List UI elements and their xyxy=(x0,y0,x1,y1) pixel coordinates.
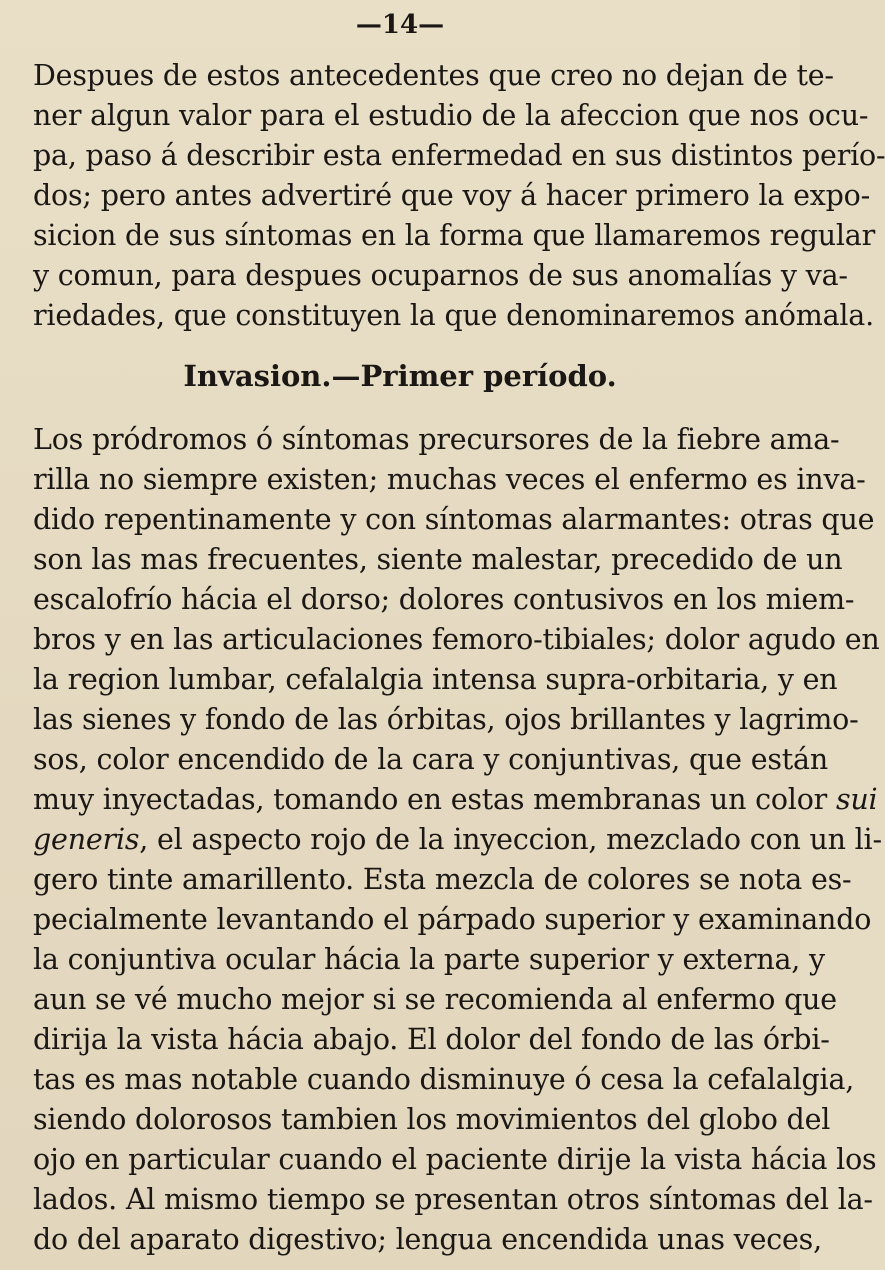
text-line: ner algun valor para el estudio de la afeccion que nos ocu- xyxy=(33,99,869,132)
text-line: dirija la vista hácia abajo. El dolor del fondo de las órbi- xyxy=(33,1023,830,1056)
italic-term-sui: sui xyxy=(835,783,878,816)
text-line: y comun, para despues ocuparnos de sus anomalías y va- xyxy=(33,259,848,292)
text-line: las sienes y fondo de las órbitas, ojos brillantes y lagrimo- xyxy=(33,703,859,736)
text-line: la region lumbar, cefalalgia intensa supra-orbitaria, y en xyxy=(33,663,838,696)
text-line: gero tinte amarillento. Esta mezcla de colores se nota es- xyxy=(33,863,852,896)
text-line: riedades, que constituyen la que denominaremos anómala. xyxy=(33,299,874,332)
text-line: tas es mas notable cuando disminuye ó cesa la cefalalgia, xyxy=(33,1063,855,1096)
page-number: —14— xyxy=(355,10,445,40)
text-line: pa, paso á describir esta enfermedad en sus distintos perío- xyxy=(33,139,885,172)
text-line: Los pródromos ó síntomas precursores de la fiebre ama- xyxy=(33,423,840,456)
text-line-with-italic xyxy=(33,780,878,820)
text-line: dos; pero antes advertiré que voy á hacer primero la expo- xyxy=(33,179,871,212)
text-line-part: , el aspecto rojo de la inyeccion, mezclado con un li- xyxy=(139,823,882,856)
section-heading: Invasion.—Primer período. xyxy=(183,359,617,393)
text-line: son las mas frecuentes, siente malestar, precedido de un xyxy=(33,543,843,576)
text-line: aun se vé mucho mejor si se recomienda al enfermo que xyxy=(33,983,837,1016)
text-line: rilla no siempre existen; muchas veces el enfermo es inva- xyxy=(33,463,866,496)
text-line: pecialmente levantando el párpado superior y examinando xyxy=(33,903,872,936)
text-line: siendo dolorosos tambien los movimientos del globo del xyxy=(33,1103,831,1136)
text-line: bros y en las articulaciones femoro-tibiales; dolor agudo en xyxy=(33,623,880,656)
text-line: sos, color encendido de la cara y conjuntivas, que están xyxy=(33,743,828,776)
text-line-with-italic xyxy=(33,820,882,860)
text-line: dido repentinamente y con síntomas alarmantes: otras que xyxy=(33,503,875,536)
text-line: escalofrío hácia el dorso; dolores contusivos en los miem- xyxy=(33,583,855,616)
text-line: ojo en particular cuando el paciente dirije la vista hácia los xyxy=(33,1143,877,1176)
text-line: Despues de estos antecedentes que creo no dejan de te- xyxy=(33,59,834,92)
text-line: la conjuntiva ocular hácia la parte superior y externa, y xyxy=(33,943,825,976)
text-line: sicion de sus síntomas en la forma que llamaremos regular xyxy=(33,219,876,252)
italic-term-generis: generis xyxy=(33,823,140,856)
text-line-part: muy inyectadas, tomando en estas membranas un color xyxy=(33,783,828,816)
text-line: do del aparato digestivo; lengua encendida unas veces, xyxy=(33,1223,822,1256)
text-line: lados. Al mismo tiempo se presentan otros síntomas del la- xyxy=(33,1183,873,1216)
